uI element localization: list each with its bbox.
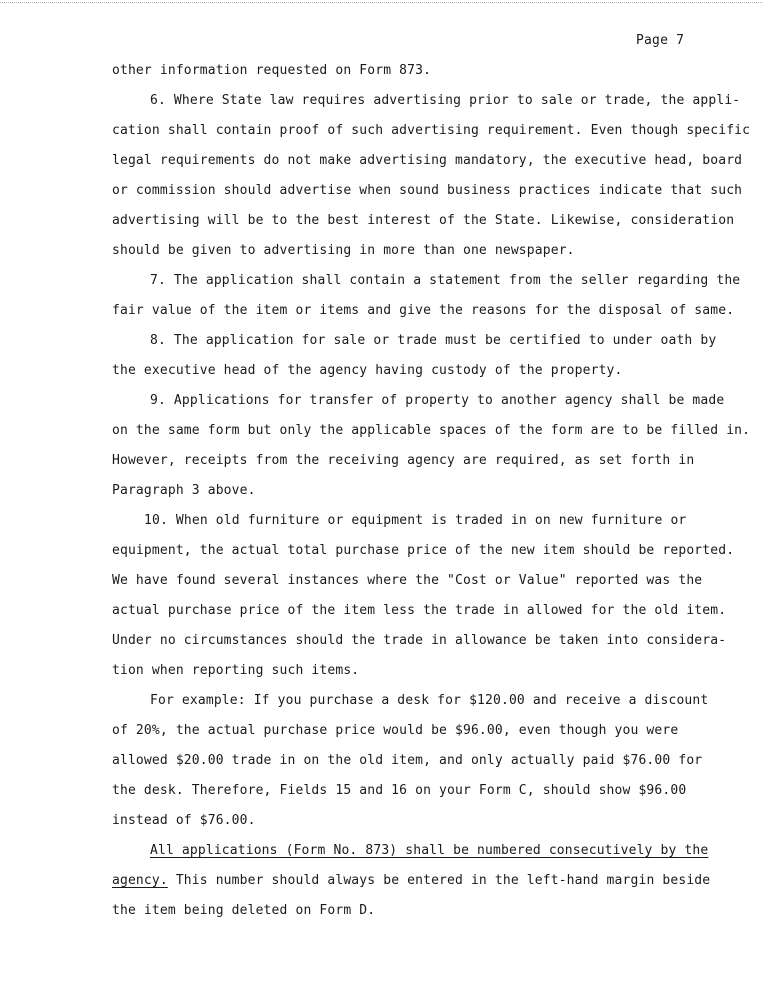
paragraph-10-start: 10. When old furniture or equipment is traded in on new furniture or bbox=[144, 513, 687, 528]
text-line: or commission should advertise when sound business practices indicate that such bbox=[112, 183, 743, 198]
text-line: agency. This number should always be entered in the left-hand margin beside bbox=[112, 873, 711, 888]
underlined-text: agency. bbox=[112, 873, 168, 888]
text-line: allowed $20.00 trade in on the old item, and only actually paid $76.00 for bbox=[112, 753, 703, 768]
text-line: Under no circumstances should the trade in allowance be taken into considera- bbox=[112, 633, 727, 648]
numbering-rule-start bbox=[112, 836, 752, 866]
paragraph-7-start: 7. The application shall contain a statement from the seller regarding the bbox=[150, 273, 741, 288]
text-line: other information requested on Form 873. bbox=[112, 63, 432, 78]
underlined-text: All applications (Form No. 873) shall be numbered consecutively by the bbox=[150, 843, 709, 858]
text-line: We have found several instances where the "Cost or Value" reported was the bbox=[112, 573, 703, 588]
text-line: However, receipts from the receiving agency are required, as set forth in bbox=[112, 453, 695, 468]
paragraph-6-start: 6. Where State law requires advertising prior to sale or trade, the appli- bbox=[150, 93, 741, 108]
paragraph-9-start: 9. Applications for transfer of property to another agency shall be made bbox=[150, 393, 725, 408]
text-line: the executive head of the agency having custody of the property. bbox=[112, 363, 623, 378]
page-number: Page 7 bbox=[636, 33, 685, 48]
text-line: of 20%, the actual purchase price would be $96.00, even though you were bbox=[112, 723, 679, 738]
paragraph-8-start: 8. The application for sale or trade must be certified to under oath by bbox=[150, 333, 717, 348]
text-line: should be given to advertising in more than one newspaper. bbox=[112, 243, 575, 258]
text-line: the item being deleted on Form D. bbox=[112, 903, 376, 918]
text-line: cation shall contain proof of such advertising requirement. Even though specific bbox=[112, 123, 751, 138]
text-line: actual purchase price of the item less the trade in allowed for the old item. bbox=[112, 603, 727, 618]
text-line: Paragraph 3 above. bbox=[112, 483, 256, 498]
text-line: the desk. Therefore, Fields 15 and 16 on your Form C, should show $96.00 bbox=[112, 783, 687, 798]
document-body bbox=[112, 56, 752, 926]
text-line: equipment, the actual total purchase price of the new item should be reported. bbox=[112, 543, 735, 558]
example-paragraph-start: For example: If you purchase a desk for $120.00 and receive a discount bbox=[150, 693, 709, 708]
text-line: on the same form but only the applicable spaces of the form are to be filled in. bbox=[112, 423, 751, 438]
page-top-rule bbox=[0, 2, 763, 3]
text-line: legal requirements do not make advertising mandatory, the executive head, board bbox=[112, 153, 743, 168]
text-line: advertising will be to the best interest of the State. Likewise, consideration bbox=[112, 213, 735, 228]
text-line: instead of $76.00. bbox=[112, 813, 256, 828]
text-line: tion when reporting such items. bbox=[112, 663, 360, 678]
text-line: fair value of the item or items and give the reasons for the disposal of same. bbox=[112, 303, 735, 318]
